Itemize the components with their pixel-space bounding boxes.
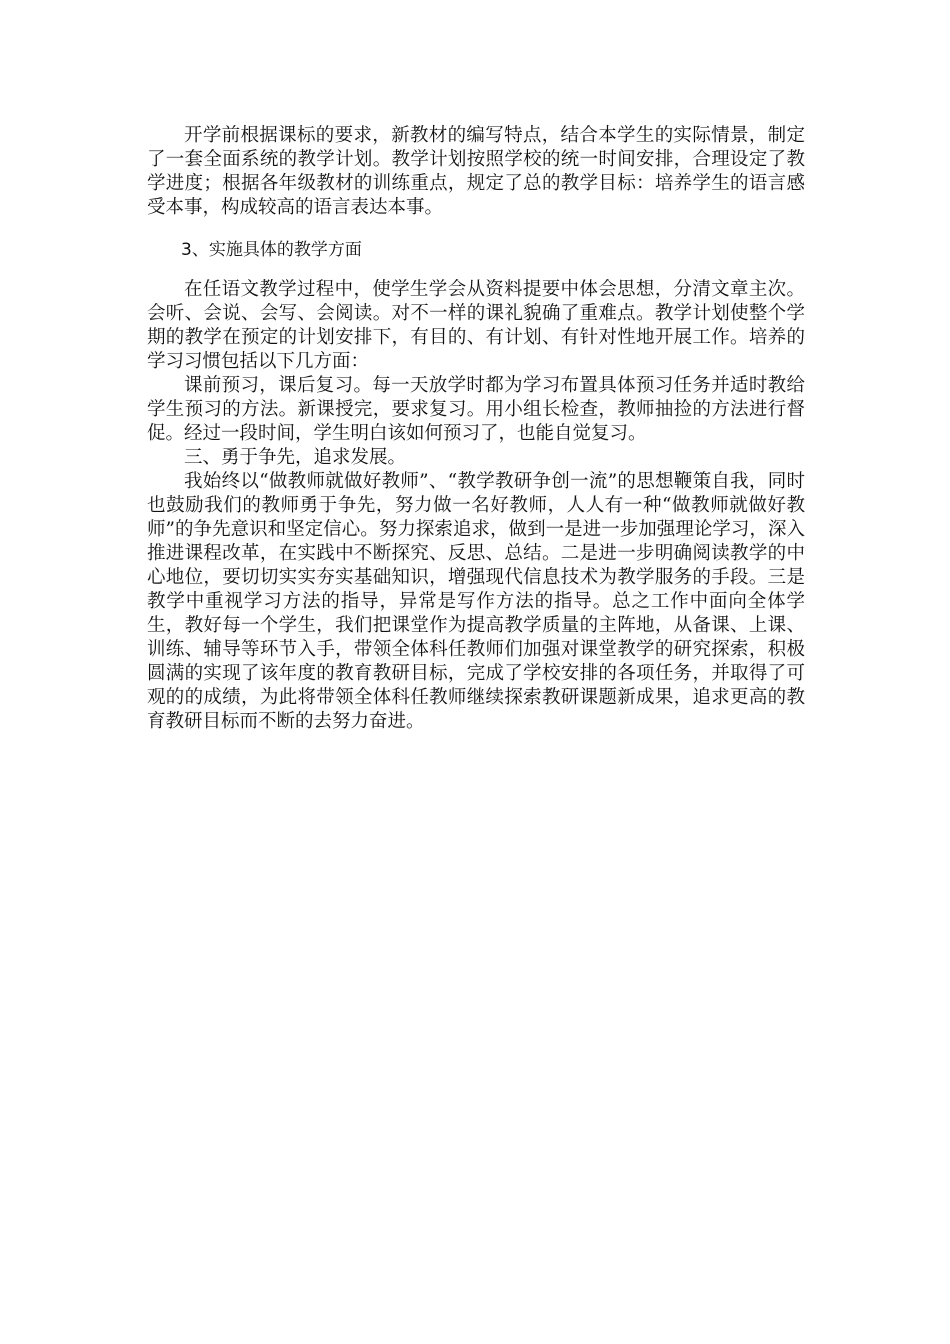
paragraph-teaching-plan: 开学前根据课标的要求，新教材的编写特点，结合本学生的实际情景，制定了一套全面系统的教学计划。教学计划按照学校的统一时间安排，合理设定了教学进度；根据各年级教材的训练重点，规定了总的教学目标：培养学生的语言感受本事，构成较高的语言表达本事。 [147, 125, 805, 218]
section-heading-3: 3、实施具体的教学方面 [181, 240, 362, 260]
paragraph-teaching-process: 在任语文教学过程中，使学生学会从资料提要中体会思想，分清文章主次。会听、会说、会写、会阅读。对不一样的课礼貌确了重难点。教学计划使整个学期的教学在预定的计划安排下，有目的、有计划、有针对性地开展工作。培养的学习习惯包括以下几方面： [147, 279, 805, 372]
section-heading-three: 三、勇于争先，追求发展。 [184, 447, 407, 468]
document-body [147, 124, 805, 734]
paragraph-preview-review: 课前预习，课后复习。每一天放学时都为学习布置具体预习任务并适时教给学生预习的方法。新课授完，要求复习。用小组长检查，教师抽捡的方法进行督促。经过一段时间，学生明白该如何预习了，也能自觉复习。 [147, 375, 805, 444]
paragraph-strive-development: 我始终以“做教师就做好教师”、“教学教研争创一流”的思想鞭策自我，同时也鼓励我们的教师勇于争先，努力做一名好教师，人人有一种“做教师就做好教师”的争先意识和坚定信心。努力探索追求，做到一是进一步加强理论学习，深入推进课程改革，在实践中不断探究、反思、总结。二是进一步明确阅读教学的中心地位，要切切实实夯实基础知识，增强现代信息技术为教学服务的手段。三是教学中重视学习方法的指导，异常是写作方法的指导。总之工作中面向全体学生，教好每一个学生，我们把课堂作为提高教学质量的主阵地，从备课、上课、训练、辅导等环节入手，带领全体科任教师们加强对课堂教学的研究探索，积极圆满的实现了该年度的教育教研目标，完成了学校安排的各项任务，并取得了可观的的成绩，为此将带领全体科任教师继续探索教研课题新成果，追求更高的教育教研目标而不断的去努力奋进。 [147, 471, 805, 732]
